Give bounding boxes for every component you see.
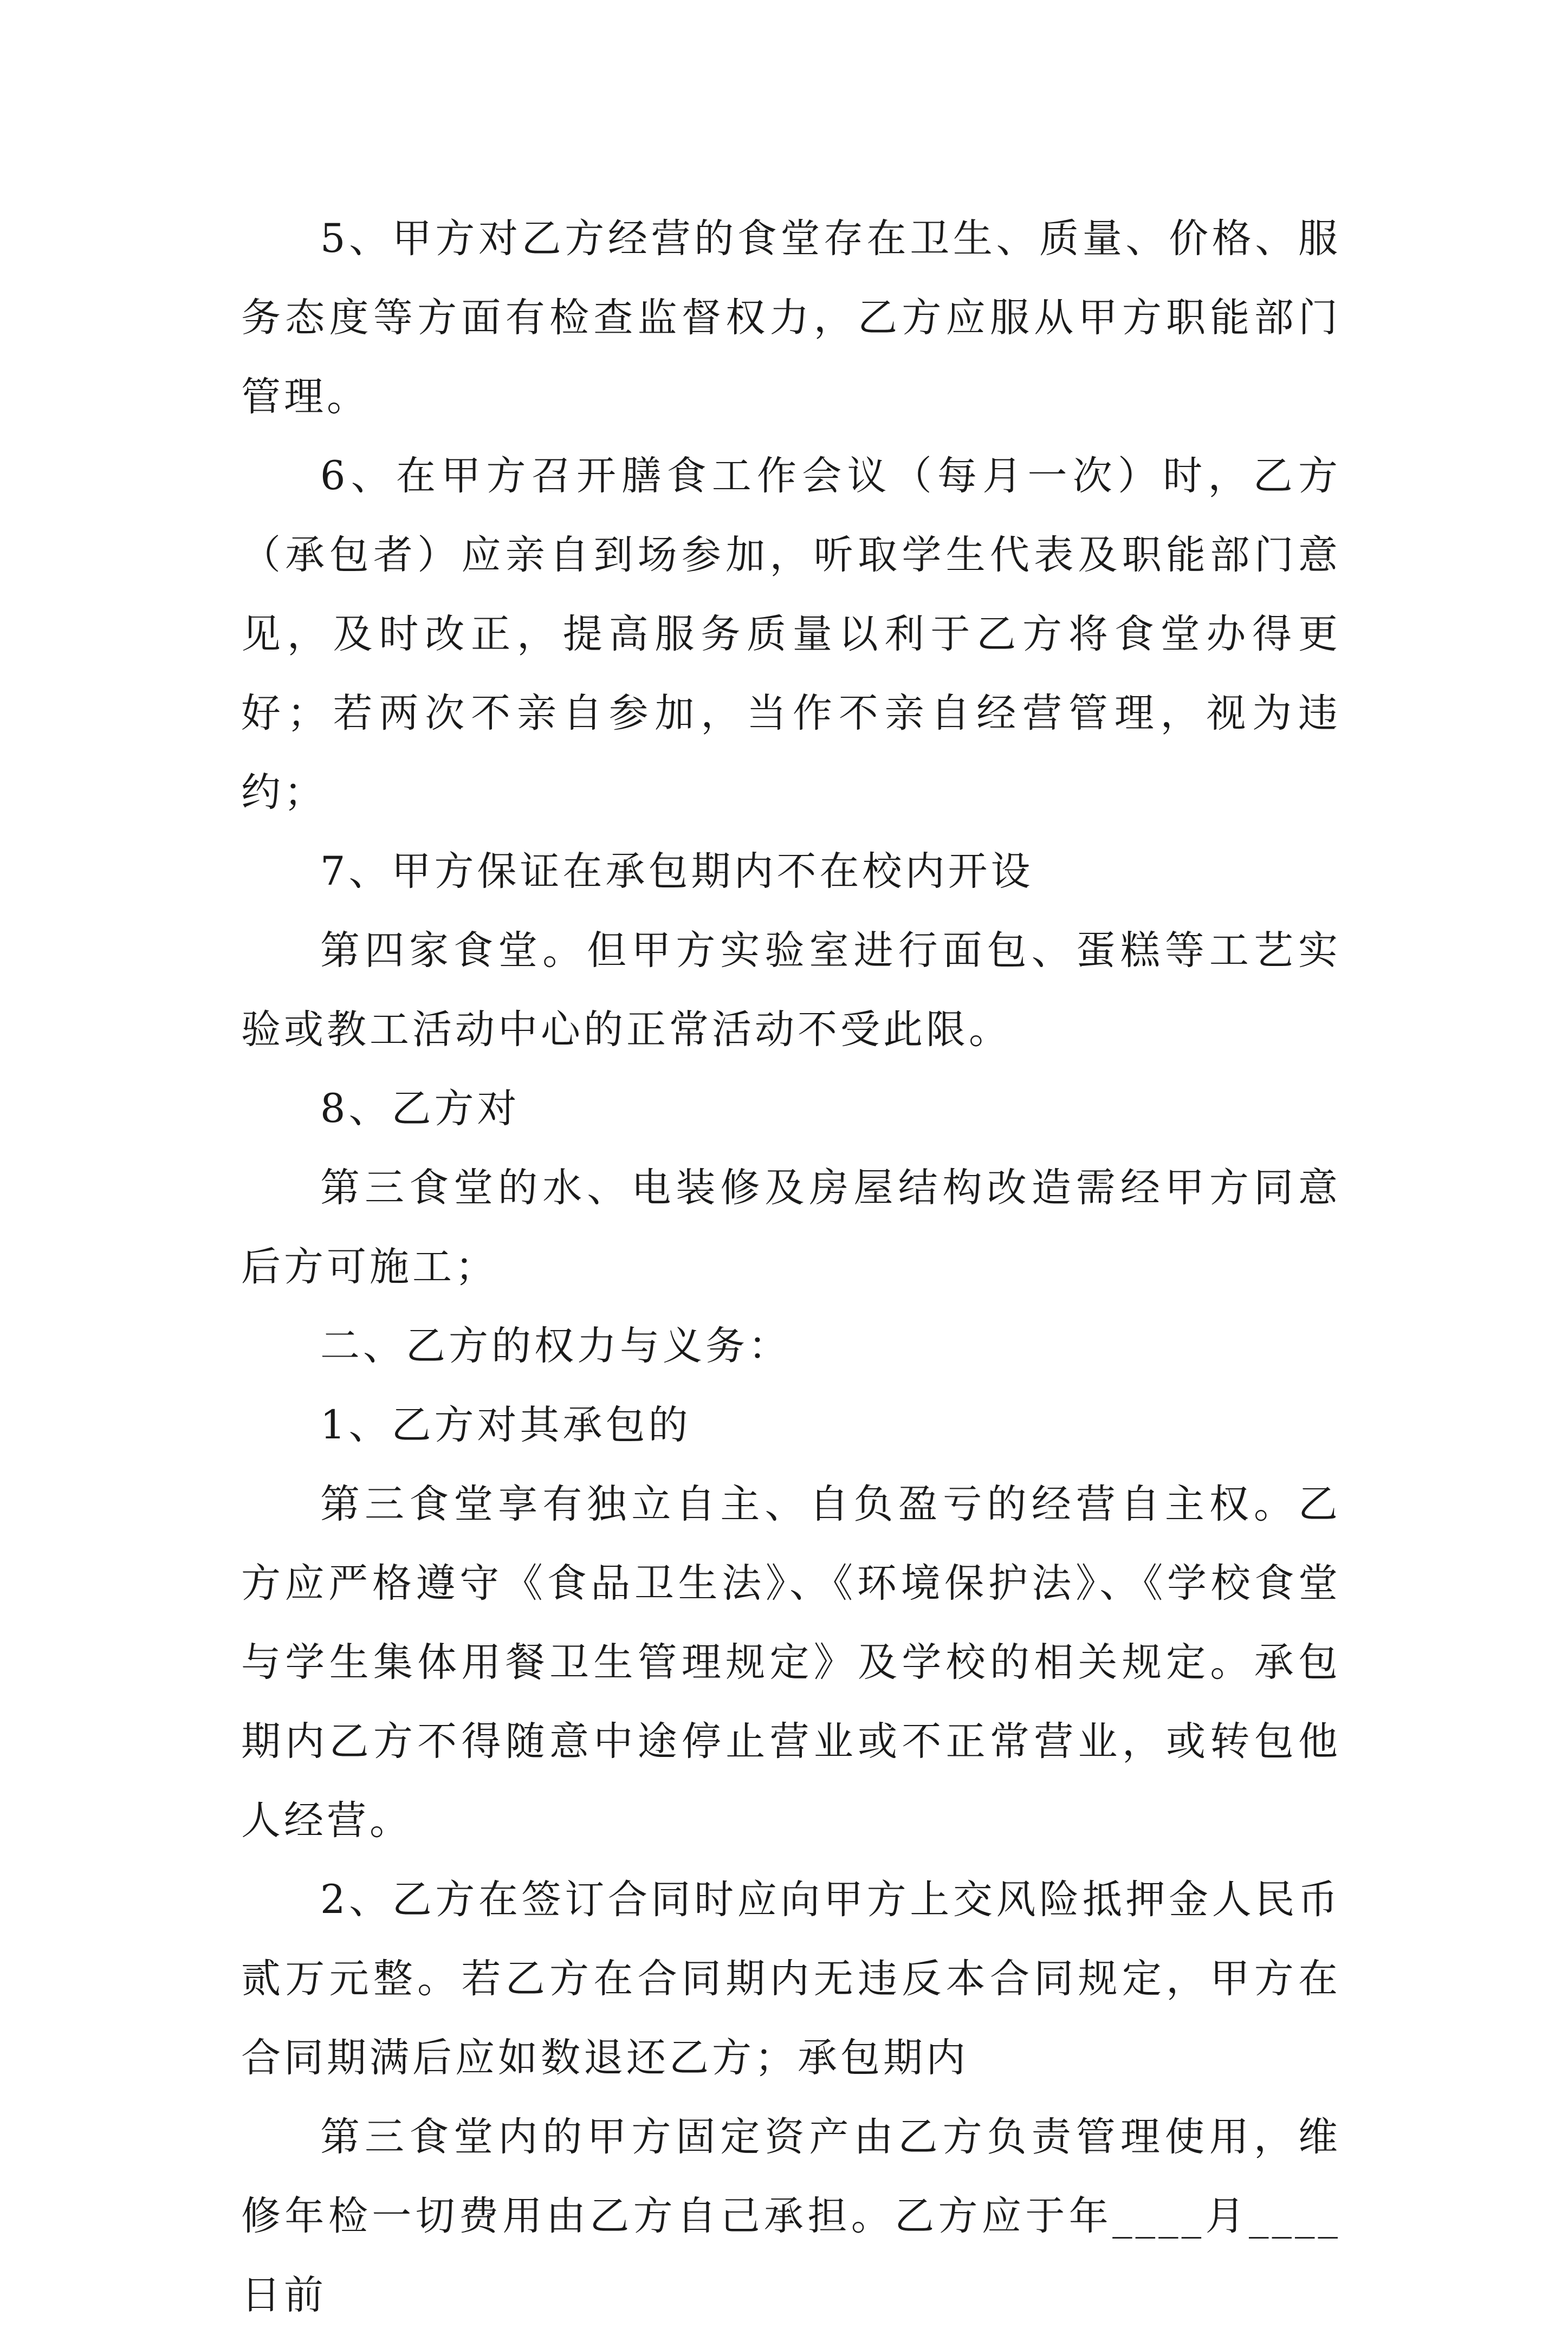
paragraph-clause-7-continued: 第四家食堂。但甲方实验室进行面包、蛋糕等工艺实验或教工活动中心的正常活动不受此限。 [241,927,1341,1053]
paragraph-b-clause-2: 2、乙方在签订合同时应向甲方上交风险抵押金人民币贰万元整。若乙方在合同期内无违反本合同规定，甲方在合同期满后应如数退还乙方；承包期内 [241,1877,1341,2081]
paragraph-b-clause-1: 1、乙方对其承包的 [320,1402,691,1448]
paragraph-b-clause-2-continued: 第三食堂内的甲方固定资产由乙方负责管理使用，维修年检一切费用由乙方自己承担。乙方应于年____月____日前 [241,2114,1341,2318]
paragraph-clause-7: 7、甲方保证在承包期内不在校内开设 [320,848,1034,894]
document-body [241,199,1341,2335]
paragraph-clause-8: 8、乙方对 [320,1086,520,1132]
paragraph-b-clause-1-continued: 第三食堂享有独立自主、自负盈亏的经营自主权。乙方应严格遵守《食品卫生法》、《环境保护法》、《学校食堂与学生集体用餐卫生管理规定》及学校的相关规定。承包期内乙方不得随意中途停止营业或不正常营业，或转包他人经营。 [241,1481,1341,1844]
paragraph-clause-5: 5、甲方对乙方经营的食堂存在卫生、质量、价格、服务态度等方面有检查监督权力，乙方应服从甲方职能部门管理。 [241,216,1341,420]
section-heading-party-b-rights: 二、乙方的权力与义务： [320,1323,791,1369]
paragraph-clause-6: 6、在甲方召开膳食工作会议（每月一次）时，乙方（承包者）应亲自到场参加，听取学生代表及职能部门意见，及时改正，提高服务质量以利于乙方将食堂办得更好；若两次不亲自参加，当作不亲自经营管理，视为违约； [241,453,1341,815]
paragraph-clause-8-continued: 第三食堂的水、电装修及房屋结构改造需经甲方同意后方可施工； [241,1165,1341,1290]
